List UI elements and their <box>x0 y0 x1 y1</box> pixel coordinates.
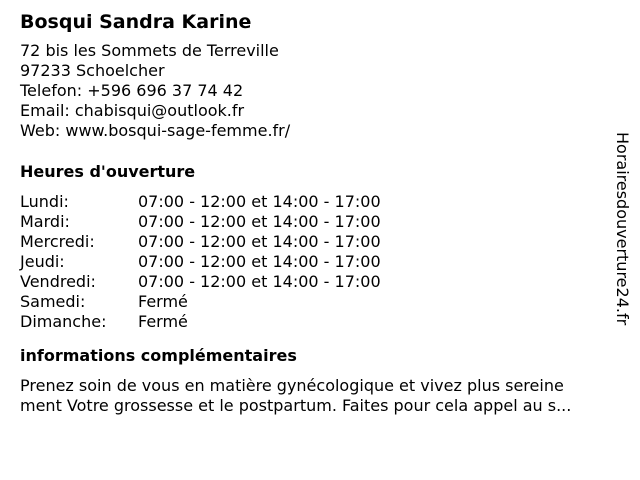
hours-row-wednesday <box>20 232 381 252</box>
business-name: Bosqui Sandra Karine <box>20 11 252 33</box>
info-text-line: ment Votre grossesse et le postpartum. Faites pour cela appel au s... <box>20 396 572 415</box>
contact-block <box>20 41 620 141</box>
hours-row-friday <box>20 272 381 292</box>
hours-row-sunday <box>20 312 381 332</box>
site-watermark: Horairesdouverture24.fr <box>613 132 632 326</box>
hours-value: Fermé <box>138 312 188 331</box>
day-label: Lundi: <box>20 192 69 211</box>
opening-hours-heading: Heures d'ouverture <box>20 162 196 181</box>
additional-info-heading: informations complémentaires <box>20 346 297 365</box>
phone-line: Telefon: +596 696 37 74 42 <box>20 81 244 100</box>
hours-value: 07:00 - 12:00 et 14:00 - 17:00 <box>138 212 381 231</box>
day-label: Samedi: <box>20 292 86 311</box>
day-label: Mercredi: <box>20 232 95 251</box>
email-line: Email: chabisqui@outlook.fr <box>20 101 245 120</box>
hours-value: 07:00 - 12:00 et 14:00 - 17:00 <box>138 272 381 291</box>
hours-row-thursday <box>20 252 381 272</box>
website-line: Web: www.bosqui-sage-femme.fr/ <box>20 121 291 140</box>
hours-value: 07:00 - 12:00 et 14:00 - 17:00 <box>138 252 381 271</box>
hours-row-tuesday <box>20 212 381 232</box>
additional-info-text <box>20 376 620 416</box>
hours-value: Fermé <box>138 292 188 311</box>
opening-hours-table <box>20 192 381 332</box>
day-label: Vendredi: <box>20 272 96 291</box>
day-label: Mardi: <box>20 212 70 231</box>
hours-row-saturday <box>20 292 381 312</box>
info-text-line: Prenez soin de vous en matière gynécologique et vivez plus sereine <box>20 376 564 395</box>
hours-value: 07:00 - 12:00 et 14:00 - 17:00 <box>138 192 381 211</box>
day-label: Dimanche: <box>20 312 107 331</box>
address-city: 97233 Schoelcher <box>20 61 165 80</box>
day-label: Jeudi: <box>20 252 65 271</box>
hours-value: 07:00 - 12:00 et 14:00 - 17:00 <box>138 232 381 251</box>
address-street: 72 bis les Sommets de Terreville <box>20 41 279 60</box>
hours-row-monday <box>20 192 381 212</box>
business-card <box>20 10 620 416</box>
